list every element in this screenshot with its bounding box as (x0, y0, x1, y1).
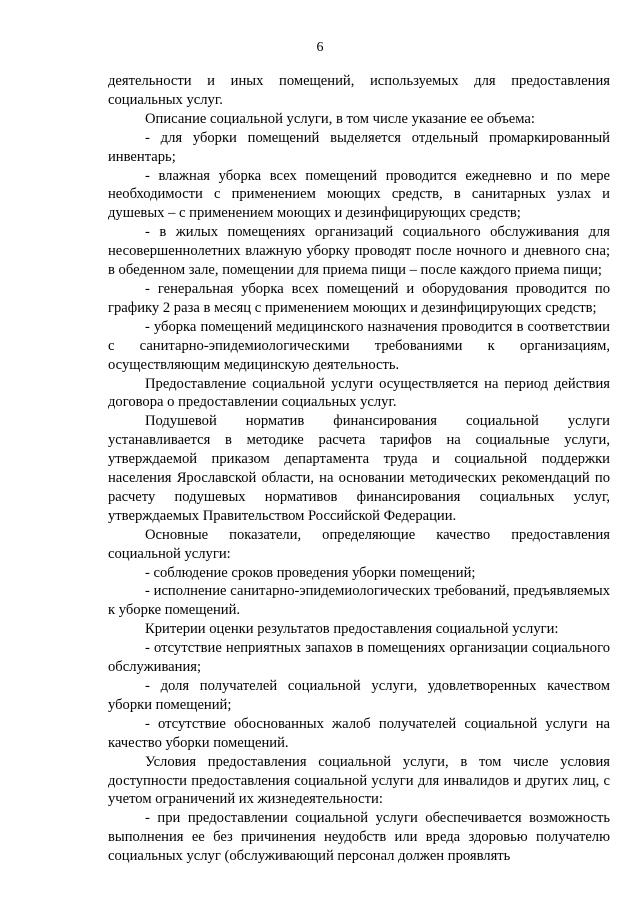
paragraph-continuation: деятельности и иных помещений, используемых для предоставления социальных услуг. (108, 73, 610, 108)
page-number: 6 (316, 40, 324, 55)
paragraph-accessibility-conditions: Условия предоставления социальной услуги, в том числе условия доступности предоставления социальной услуги для инвалидов и других лиц, с учетом ограничений их жизнедеятельности: (108, 753, 610, 808)
document-body (108, 72, 610, 866)
list-item-general-cleaning: - генеральная уборка всех помещений и оборудования проводится по графику 2 раза в месяц с применением моющих и дезинфицирующих средств; (108, 280, 610, 316)
paragraph-service-description-heading: Описание социальной услуги, в том числе указание ее объема: (145, 110, 535, 127)
paragraph-evaluation-criteria-heading: Критерии оценки результатов предоставления социальной услуги: (145, 621, 559, 638)
list-item-no-complaints: - отсутствие обоснованных жалоб получателей социальной услуги на качество уборки помещений. (108, 715, 610, 751)
list-item-satisfied-recipients: - доля получателей социальной услуги, удовлетворенных качеством уборки помещений; (108, 678, 610, 713)
paragraph-financing-norm: Подушевой норматив финансирования социальной услуги устанавливается в методике расчета тарифов на социальные услуги, утверждаемой приказом департамента труда и социальной поддержки населения Ярославской области, на основании методических рекомендаций по расчету подушевых нормативов финансирования социальных услуг, утверждаемых Правительством Российской Федерации. (108, 413, 610, 524)
list-item-wet-cleaning: - влажная уборка всех помещений проводится ежедневно и по мере необходимости с применением моющих средств, в санитарных узлах и душевых – с применением моющих и дезинфицирующих средств; (108, 167, 610, 222)
list-item-inventory: - для уборки помещений выделяется отдельный промаркированный инвентарь; (108, 129, 610, 165)
list-item-medical-rooms: - уборка помещений медицинского назначения проводится в соответствии с санитарно-эпидемиологическими требованиями к организациям, осуществляющим медицинскую деятельность. (108, 318, 610, 373)
list-item-no-odors: - отсутствие неприятных запахов в помещениях организации социального обслуживания; (108, 640, 610, 676)
paragraph-quality-indicators-heading: Основные показатели, определяющие качество предоставления социальной услуги: (108, 526, 610, 562)
list-item-cleaning-deadlines: - соблюдение сроков проведения уборки помещений; (145, 564, 476, 581)
list-item-sanitary-requirements: - исполнение санитарно-эпидемиологических требований, предъявляемых к уборке помещений. (108, 583, 610, 619)
paragraph-service-period: Предоставление социальной услуги осуществляется на период действия договора о предоставлении социальных услуг. (108, 375, 610, 411)
list-item-no-harm: - при предоставлении социальной услуги обеспечивается возможность выполнения ее без причинения неудобств или вреда здоровью получателю социальных услуг (обслуживающий персонал должен проявлять (108, 810, 610, 865)
list-item-residential-cleaning: - в жилых помещениях организаций социального обслуживания для несовершеннолетних влажную уборку проводят после ночного и дневного сна; в обеденном зале, помещении для приема пищи – после каждого приема пищи; (108, 224, 610, 279)
